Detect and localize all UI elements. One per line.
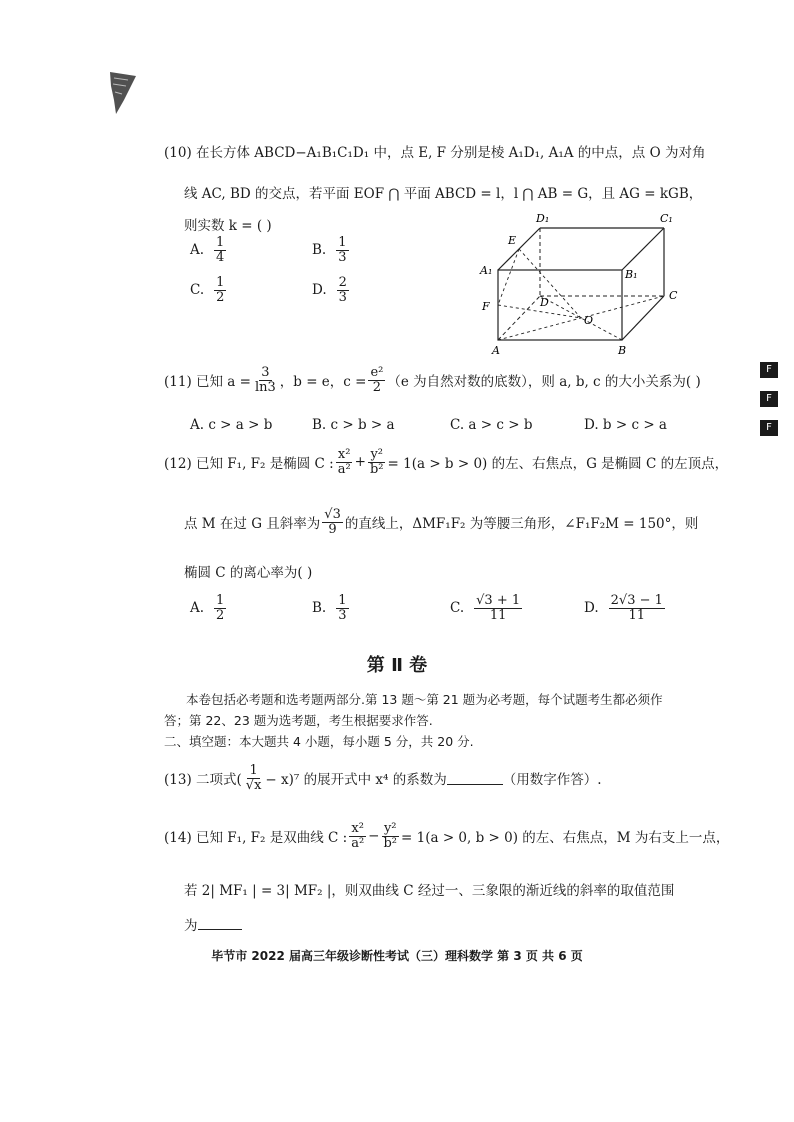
- q12-option-d[interactable]: [584, 594, 667, 622]
- q12-slope-fraction: $\frac{√3}{9}$: [324, 507, 341, 537]
- label-A: A: [492, 344, 500, 357]
- label-F: F: [482, 300, 490, 313]
- q12-option-a[interactable]: [190, 594, 228, 622]
- q10-line-1: (10) 在长方体 ABCD−A₁B₁C₁D₁ 中，点 E, F 分别是棱 A₁D₁, A₁A 的中点，点 O 为对角: [164, 145, 706, 161]
- option-fraction: $\frac{1}{3}$: [338, 593, 347, 623]
- q12-y-fraction: $\frac{\text{y²}}{\text{b²}}$: [369, 447, 384, 477]
- q14-stem-line-2: 若 2| MF₁ | = 3| MF₂ |，则双曲线 C 经过一、三象限的渐近线的斜率的取值范围: [184, 883, 675, 899]
- q10-option-b[interactable]: [312, 236, 351, 264]
- cuboid-figure: [474, 208, 694, 358]
- q11-stem: (11) 已知 a = $\frac{3}{\ln 3}$ ，b = e，c = $\frac{\text{e²}}{2}$ （e 为自然对数的底数），则 a, b, c 的大小关系为( ): [164, 365, 701, 395]
- q11-option-d[interactable]: D. b > c > a: [584, 417, 667, 433]
- q12-option-b[interactable]: [312, 594, 351, 622]
- option-fraction: $\frac{2√3 - 1}{11}$: [610, 593, 663, 623]
- section-heading-fill-in: 二、填空题：本大题共 4 小题，每小题 5 分，共 20 分.: [164, 734, 474, 749]
- q10-line-2: 线 AC, BD 的交点，若平面 EOF ⋂ 平面 ABCD = l，l ⋂ AB = G，且 AG = kGB，: [184, 186, 703, 202]
- q10-option-a[interactable]: [190, 236, 228, 264]
- q11-option-c[interactable]: C. a > c > b: [450, 417, 533, 433]
- option-label: D.: [584, 600, 599, 617]
- label-D1: D₁: [536, 212, 550, 225]
- edge-tab-marker: F: [760, 391, 778, 407]
- option-fraction: $\frac{1}{4}$: [216, 235, 225, 265]
- option-label: C.: [190, 282, 205, 299]
- q12-stem-line-2: 点 M 在过 G 且斜率为 $\frac{√3}{9}$ 的直线上，ΔMF₁F₂ 为等腰三角形，∠F₁F₂M = 150°，则: [184, 507, 699, 537]
- q12-x-fraction: $\frac{\text{x²}}{\text{a²}}$: [337, 447, 351, 477]
- part-two-title: 第 Ⅱ 卷: [366, 655, 428, 676]
- option-fraction: $\frac{√3 + 1}{11}$: [476, 593, 521, 623]
- label-C: C: [669, 289, 678, 302]
- q13-stem: (13) 二项式( $\frac{1}{√x}$ − x)⁷ 的展开式中 x⁴ 的系数为 （用数字作答）.: [164, 763, 602, 793]
- option-fraction: $\frac{1}{2}$: [216, 275, 225, 305]
- part-two-intro-line-2: 答；第 22、23 题为选考题，考生根据要求作答.: [164, 713, 433, 728]
- q14-y-fraction: $\frac{\text{y²}}{\text{b²}}$: [383, 821, 398, 851]
- q10-line-3: 则实数 k = ( ): [184, 218, 272, 234]
- q14-stem-line-1: (14) 已知 F₁, F₂ 是双曲线 C : $\frac{\text{x²}}{\text{a²}}$ − $\frac{\text{y²}}{\text{b²}}$ = 1(a > 0, b > 0) 的左、右焦点，M 为右支上一点，: [164, 821, 730, 851]
- label-C1: C₁: [660, 212, 673, 225]
- q10-option-d[interactable]: [312, 276, 351, 304]
- option-label: C.: [450, 600, 465, 617]
- q13-answer-blank[interactable]: [447, 772, 503, 785]
- q11-option-b[interactable]: B. c > b > a: [312, 417, 395, 433]
- q12-stem-line-3: 椭圆 C 的离心率为( ): [184, 565, 313, 581]
- option-label: A.: [190, 600, 205, 617]
- option-label: D.: [312, 282, 327, 299]
- q11-c-fraction: $\frac{\text{e²}}{2}$: [370, 365, 384, 395]
- option-label: B.: [312, 600, 327, 617]
- label-A1: A₁: [480, 264, 493, 277]
- label-B1: B₁: [625, 268, 638, 281]
- page-footer: 毕节市 2022 届高三年级诊断性考试（三）理科数学 第 3 页 共 6 页: [211, 949, 583, 963]
- option-label: A.: [190, 242, 205, 259]
- edge-tab-marker: F: [760, 420, 778, 436]
- option-fraction: $\frac{1}{3}$: [338, 235, 347, 265]
- q14-answer-blank[interactable]: [198, 917, 242, 930]
- scan-smudge-mark: [108, 70, 138, 116]
- label-D: D: [540, 296, 549, 309]
- q13-fraction: $\frac{1}{√x}$: [245, 763, 262, 793]
- label-B: B: [618, 344, 627, 357]
- q12-option-c[interactable]: [450, 594, 524, 622]
- q10-option-c[interactable]: [190, 276, 228, 304]
- part-two-intro-line-1: 本卷包括必考题和选考题两部分.第 13 题～第 21 题为必考题，每个试题考生都必须作: [186, 692, 663, 707]
- q14-stem-line-3: 为: [184, 914, 242, 934]
- option-fraction: $\frac{2}{3}$: [338, 275, 347, 305]
- q11-a-fraction: $\frac{3}{\ln 3}$: [254, 365, 276, 395]
- q14-x-fraction: $\frac{\text{x²}}{\text{a²}}$: [351, 821, 365, 851]
- q11-option-a[interactable]: A. c > a > b: [190, 417, 273, 433]
- q12-stem-line-1: (12) 已知 F₁, F₂ 是椭圆 C : $\frac{\text{x²}}{\text{a²}}$ + $\frac{\text{y²}}{\text{b²}}$ = 1(a > b > 0) 的左、右焦点，G 是椭圆 C 的左顶点，: [164, 447, 729, 477]
- edge-tab-marker: F: [760, 362, 778, 378]
- label-E: E: [508, 234, 517, 247]
- label-O: O: [584, 314, 594, 327]
- option-fraction: $\frac{1}{2}$: [216, 593, 225, 623]
- option-label: B.: [312, 242, 327, 259]
